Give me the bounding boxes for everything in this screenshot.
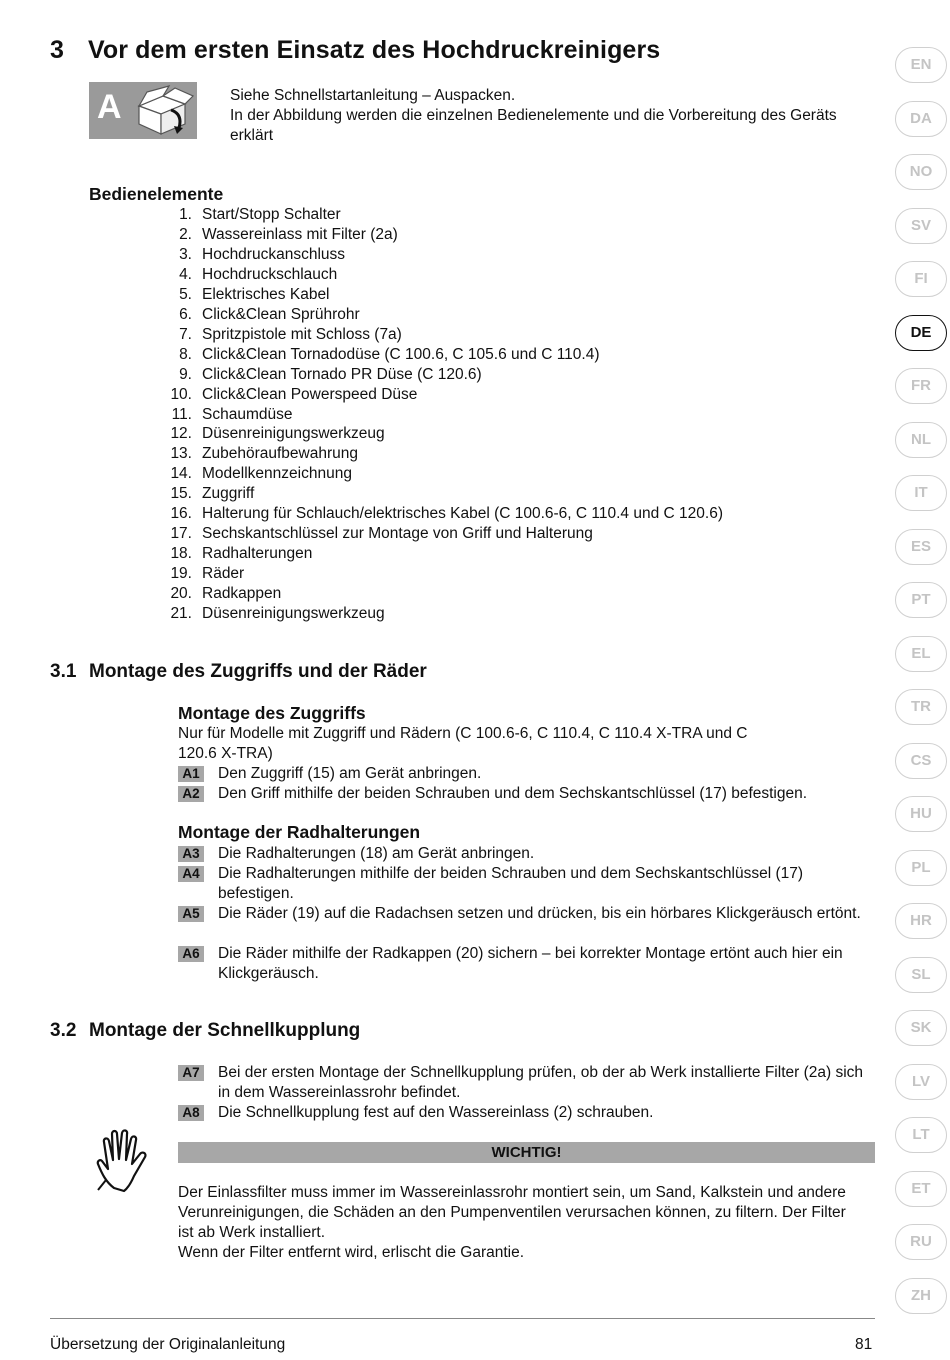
control-item-number: 6. (179, 305, 192, 323)
language-tab-it[interactable]: IT (895, 475, 947, 511)
control-item-number: 3. (179, 245, 192, 263)
control-item-label: Radkappen (202, 585, 282, 603)
controls-heading: Bedienelemente (89, 184, 224, 204)
intro-text (230, 86, 850, 146)
language-tab-sv[interactable]: SV (895, 208, 947, 244)
control-item-label: Spritzpistole mit Schloss (7a) (202, 325, 402, 343)
control-item (150, 524, 723, 544)
control-item (150, 544, 723, 564)
step-tag: A8 (178, 1105, 204, 1121)
control-item-label: Schaumdüse (202, 405, 293, 423)
language-tab-nl[interactable]: NL (895, 422, 947, 458)
control-item (150, 424, 723, 444)
warning-banner: WICHTIG! (178, 1142, 875, 1163)
section-title-text: Montage des Zuggriffs und der Räder (89, 661, 427, 682)
language-tab-et[interactable]: ET (895, 1171, 947, 1207)
language-tab-hr[interactable]: HR (895, 903, 947, 939)
control-item-number: 9. (179, 365, 192, 383)
control-item-number: 2. (179, 225, 192, 243)
control-item-label: Sechskantschlüssel zur Montage von Griff und Halterung (202, 525, 593, 543)
step-text: Die Radhalterungen (18) am Gerät anbringen. (218, 845, 535, 862)
section-3-1-title (50, 661, 427, 683)
control-item-label: Räder (202, 565, 245, 583)
control-item-label: Wassereinlass mit Filter (2a) (202, 225, 398, 243)
control-item-label: Modellkennzeichnung (202, 465, 352, 483)
language-tab-fr[interactable]: FR (895, 368, 947, 404)
control-item-label: Zubehöraufbewahrung (202, 445, 358, 463)
language-tab-lt[interactable]: LT (895, 1117, 947, 1153)
step-tag: A1 (178, 766, 204, 782)
step-a2 (178, 784, 878, 804)
control-item-number: 13. (170, 445, 192, 463)
language-tab-ru[interactable]: RU (895, 1224, 947, 1260)
control-item-number: 7. (179, 325, 192, 343)
step-tag: A2 (178, 786, 204, 802)
intro-line-1: Siehe Schnellstartanleitung – Auspacken. (230, 87, 516, 104)
section-number: 3.2 (50, 1020, 77, 1041)
control-item-number: 21. (170, 605, 192, 623)
hand-warning-icon (94, 1128, 152, 1194)
section-number: 3.1 (50, 661, 77, 682)
subheading-zuggriff: Montage des Zuggriffs (178, 703, 366, 723)
language-tab-de[interactable]: DE (895, 315, 947, 351)
step-a6 (178, 944, 878, 984)
control-item-label: Start/Stopp Schalter (202, 206, 341, 223)
control-item-label: Click&Clean Sprührohr (202, 305, 360, 323)
control-item (150, 345, 723, 365)
language-tab-el[interactable]: EL (895, 636, 947, 672)
control-item-number: 14. (170, 465, 192, 483)
section-title-text: Montage der Schnellkupplung (89, 1020, 361, 1041)
language-tab-en[interactable]: EN (895, 47, 947, 83)
control-item-label: Halterung für Schlauch/elektrisches Kabel (C 100.6-6, C 110.4 und C 120.6) (202, 505, 723, 523)
subheading-radhalterungen: Montage der Radhalterungen (178, 822, 421, 842)
step-text: Die Schnellkupplung fest auf den Wassereinlass (2) schrauben. (218, 1104, 654, 1121)
control-item-number: 16. (170, 505, 192, 523)
control-item-label: Click&Clean Powerspeed Düse (202, 385, 418, 403)
control-item (150, 205, 723, 225)
control-item (150, 604, 723, 624)
control-item-number: 5. (179, 285, 192, 303)
control-item-number: 8. (179, 345, 192, 363)
step-tag: A5 (178, 906, 204, 922)
control-item-number: 20. (170, 585, 192, 603)
control-item (150, 405, 723, 425)
step-text: Die Räder (19) auf die Radachsen setzen und drücken, bis ein hörbares Klickgeräusch ertönt. (218, 905, 861, 922)
step-tag: A3 (178, 846, 204, 862)
warranty-text: Wenn der Filter entfernt wird, erlischt die Garantie. (178, 1244, 525, 1261)
control-item (150, 464, 723, 484)
language-tab-cs[interactable]: CS (895, 743, 947, 779)
warning-text: Der Einlassfilter muss immer im Wassereinlassrohr montiert sein, um Sand, Kalkstein und andere Verunreinigungen, die Schäden an den Pumpenventilen verursachen können, zu filtern. Der Filter ist ab Werk installiert. (178, 1184, 846, 1241)
step-a4 (178, 864, 878, 904)
unpacking-icon (89, 82, 197, 139)
chapter-title (50, 36, 660, 65)
language-tab-sk[interactable]: SK (895, 1010, 947, 1046)
control-item-label: Click&Clean Tornado PR Düse (C 120.6) (202, 365, 482, 383)
language-tab-tr[interactable]: TR (895, 689, 947, 725)
chapter-title-text: Vor dem ersten Einsatz des Hochdruckreinigers (88, 36, 661, 64)
language-tab-no[interactable]: NO (895, 154, 947, 190)
control-item (150, 564, 723, 584)
footer-divider (50, 1318, 875, 1319)
control-item (150, 365, 723, 385)
step-tag: A6 (178, 946, 204, 962)
control-item-label: Hochdruckanschluss (202, 245, 346, 263)
step-tag: A7 (178, 1065, 204, 1081)
control-item-label: Elektrisches Kabel (202, 285, 330, 303)
control-item (150, 265, 723, 285)
control-item (150, 385, 723, 405)
intro-line-2: In der Abbildung werden die einzelnen Bedienelemente und die Vorbereitung des Geräts erklärt (230, 107, 837, 144)
chapter-number: 3 (50, 36, 65, 64)
control-item (150, 484, 723, 504)
control-item-number: 19. (170, 565, 192, 583)
unpacking-icon-letter: A (97, 88, 122, 126)
control-item-label: Düsenreinigungswerkzeug (202, 605, 385, 623)
step-a3 (178, 844, 878, 864)
control-item (150, 225, 723, 245)
control-item (150, 245, 723, 265)
control-item-number: 1. (179, 206, 192, 223)
control-item (150, 584, 723, 604)
language-tab-fi[interactable]: FI (895, 261, 947, 297)
language-tab-es[interactable]: ES (895, 529, 947, 565)
step-tag: A4 (178, 866, 204, 882)
step-text: Den Zuggriff (15) am Gerät anbringen. (218, 765, 482, 782)
control-item-label: Zuggriff (202, 485, 255, 503)
step-text: Die Radhalterungen mithilfe der beiden Schrauben und dem Sechskantschlüssel (17) befestigen. (218, 865, 804, 902)
control-item-number: 12. (170, 425, 192, 443)
language-tab-da[interactable]: DA (895, 101, 947, 137)
control-item (150, 325, 723, 345)
control-item-label: Düsenreinigungswerkzeug (202, 425, 385, 443)
language-tab-hu[interactable]: HU (895, 796, 947, 832)
control-item-number: 18. (170, 545, 192, 563)
step-a8 (178, 1103, 878, 1123)
language-tab-pt[interactable]: PT (895, 582, 947, 618)
language-tab-lv[interactable]: LV (895, 1064, 947, 1100)
step-a1 (178, 764, 878, 784)
footer-text: Übersetzung der Originalanleitung (50, 1336, 286, 1353)
box-icon (133, 84, 197, 138)
step-a5 (178, 904, 878, 924)
language-tab-sl[interactable]: SL (895, 957, 947, 993)
language-tab-pl[interactable]: PL (895, 850, 947, 886)
models-note: Nur für Modelle mit Zuggriff und Rädern (C 100.6-6, C 110.4, C 110.4 X-TRA und C 120.6 X-TRA) (178, 725, 748, 762)
control-item (150, 444, 723, 464)
control-item-number: 11. (171, 405, 192, 423)
step-a7 (178, 1063, 878, 1103)
step-text: Bei der ersten Montage der Schnellkupplung prüfen, ob der ab Werk installierte Filter (2a) sich in dem Wassereinlassrohr befindet. (218, 1064, 864, 1101)
control-item (150, 285, 723, 305)
control-item-number: 17. (170, 525, 192, 543)
control-item-label: Hochdruckschlauch (202, 265, 338, 283)
language-tab-zh[interactable]: ZH (895, 1278, 947, 1314)
control-item-number: 10. (170, 385, 192, 403)
step-text: Die Räder mithilfe der Radkappen (20) sichern – bei korrekter Montage ertönt auch hier ein Klickgeräusch. (218, 945, 843, 982)
control-item-number: 15. (170, 485, 192, 503)
page-number: 81 (855, 1336, 873, 1353)
control-item (150, 504, 723, 524)
section-3-2-title (50, 1020, 360, 1042)
control-item-number: 4. (179, 265, 192, 283)
controls-list (150, 205, 723, 624)
control-item-label: Radhalterungen (202, 545, 313, 563)
control-item (150, 305, 723, 325)
step-text: Den Griff mithilfe der beiden Schrauben und dem Sechskantschlüssel (17) befestigen. (218, 785, 808, 802)
control-item-label: Click&Clean Tornadodüse (C 100.6, C 105.6 und C 110.4) (202, 345, 600, 363)
